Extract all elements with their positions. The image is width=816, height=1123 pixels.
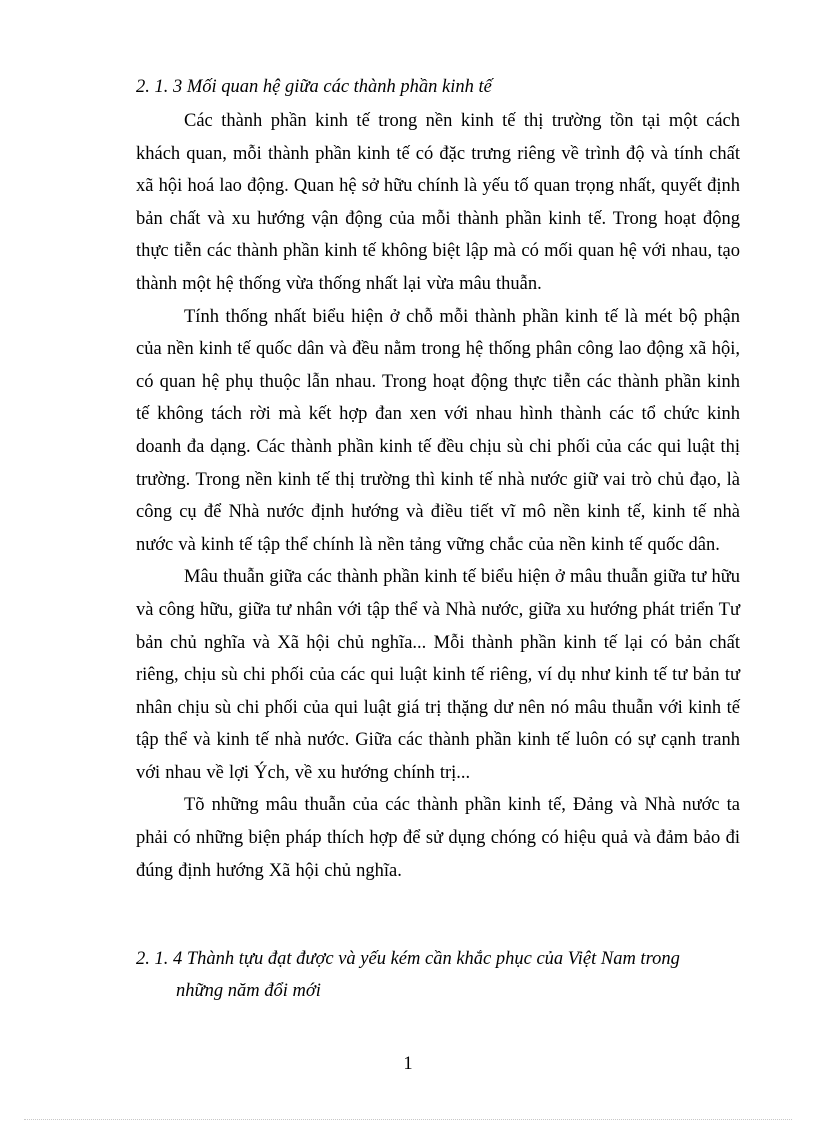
page-number: 1 <box>403 1054 413 1074</box>
section-heading-2-1-3: 2. 1. 3 Mối quan hệ giữa các thành phần kinh tế <box>136 77 492 97</box>
paragraph-1: Các thành phần kinh tế trong nền kinh tế thị trường tồn tại một cách khách quan, mỗi thành phần kinh tế có đặc trưng riêng về trình độ và tính chất xã hội hoá lao động. Quan hệ sở hữu chính là yếu tố quan trọng nhất, quyết định bản chất và xu hướng vận động của mỗi thành phần kinh tế. Trong hoạt động thực tiễn các thành phần kinh tế không biệt lập mà có mối quan hệ với nhau, tạo thành một hệ thống vừa thống nhất lại vừa mâu thuẫn. <box>136 111 740 294</box>
section-heading-2-1-4-line-2: những năm đổi mới <box>176 981 321 1001</box>
paragraph-3: Mâu thuẫn giữa các thành phần kinh tế biểu hiện ở mâu thuẫn giữa tư hữu và công hữu, giữa tư nhân với tập thể và Nhà nước, giữa xu hướng phát triển Tư bản chủ nghĩa và Xã hội chủ nghĩa... Mỗi thành phần kinh tế lại có bản chất riêng, chịu sù chi phối của các qui luật kinh tế riêng, ví dụ như kinh tế tư bản tư nhân chịu sù chi phối của qui luật giá trị thặng dư nên nó mâu thuẫn với kinh tế tập thể và kinh tế nhà nước. Giữa các thành phần kinh tế luôn có sự cạnh tranh với nhau về lợi Ých, về xu hướng chính trị... <box>136 567 740 783</box>
page-bottom-divider <box>24 1119 792 1120</box>
section-body <box>136 105 740 887</box>
section-heading-2-1-4-line-1: 2. 1. 4 Thành tựu đạt được và yếu kém cần khắc phục của Việt Nam trong <box>136 949 680 969</box>
paragraph-4: Tõ những mâu thuẫn của các thành phần kinh tế, Đảng và Nhà nước ta phải có những biện pháp thích hợp để sử dụng chóng có hiệu quả và đảm bảo đi đúng định hướng Xã hội chủ nghĩa. <box>136 795 740 881</box>
paragraph-2: Tính thống nhất biểu hiện ở chỗ mỗi thành phần kinh tế là mét bộ phận của nền kinh tế quốc dân và đều nằm trong hệ thống phân công lao động xã hội, có quan hệ phụ thuộc lẫn nhau. Trong hoạt động thực tiễn các thành phần kinh tế không tách rời mà kết hợp đan xen với nhau hình thành các tổ chức kinh doanh đa dạng. Các thành phần kinh tế đều chịu sù chi phối của các qui luật thị trường. Trong nền kinh tế thị trường thì kinh tế nhà nước giữ vai trò chủ đạo, là công cụ để Nhà nước định hướng và điều tiết vĩ mô nền kinh tế, kinh tế nhà nước và kinh tế tập thể chính là nền tảng vững chắc của nền kinh tế quốc dân. <box>136 306 740 555</box>
section-heading-2-1-4 <box>136 943 740 1007</box>
